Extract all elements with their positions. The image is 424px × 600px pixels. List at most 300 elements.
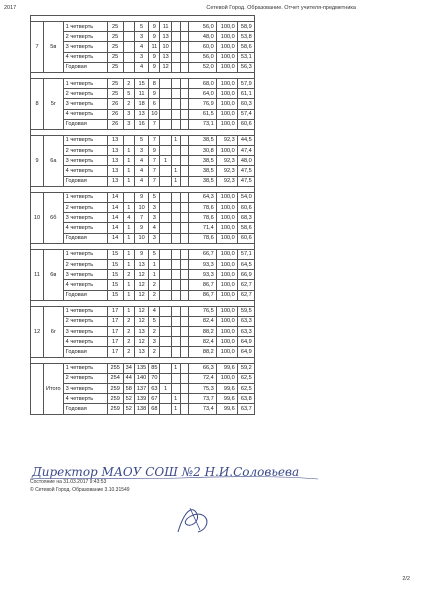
value-cell: 86,7: [188, 280, 216, 290]
period-cell: 4 четверть: [63, 223, 107, 233]
value-cell: 4: [134, 42, 148, 52]
value-cell: 1: [171, 363, 180, 373]
value-cell: 5: [123, 89, 134, 99]
value-cell: [171, 306, 180, 316]
value-cell: 1: [123, 203, 134, 213]
period-cell: 2 четверть: [63, 203, 107, 213]
period-cell: 4 четверть: [63, 394, 107, 404]
value-cell: 12: [134, 270, 148, 280]
period-cell: 3 четверть: [63, 270, 107, 280]
value-cell: 100,0: [216, 89, 237, 99]
value-cell: [171, 109, 180, 119]
value-cell: [180, 119, 188, 129]
value-cell: [180, 290, 188, 300]
value-cell: 78,6: [188, 203, 216, 213]
table-row: [31, 347, 255, 357]
value-cell: 9: [149, 146, 160, 156]
value-cell: 13: [160, 52, 171, 62]
value-cell: 12: [134, 306, 148, 316]
value-cell: 15: [107, 290, 123, 300]
value-cell: [171, 192, 180, 202]
group-number: 11: [31, 249, 44, 300]
value-cell: 1: [123, 223, 134, 233]
value-cell: [160, 327, 171, 337]
value-cell: 1: [171, 394, 180, 404]
value-cell: 3: [134, 52, 148, 62]
value-cell: 62,7: [237, 290, 254, 300]
value-cell: 100,0: [216, 203, 237, 213]
value-cell: 34: [123, 363, 134, 373]
group-number: 12: [31, 306, 44, 357]
table-row: [31, 337, 255, 347]
value-cell: 8: [149, 78, 160, 88]
value-cell: 100,0: [216, 32, 237, 42]
value-cell: [160, 78, 171, 88]
value-cell: [160, 290, 171, 300]
value-cell: 5: [149, 192, 160, 202]
class-name: 6б: [44, 192, 64, 243]
value-cell: 14: [107, 213, 123, 223]
value-cell: [171, 203, 180, 213]
value-cell: 17: [107, 347, 123, 357]
value-cell: 100,0: [216, 62, 237, 72]
value-cell: 48,0: [188, 32, 216, 42]
value-cell: 3: [134, 146, 148, 156]
period-cell: 1 четверть: [63, 192, 107, 202]
value-cell: [180, 156, 188, 166]
value-cell: 9: [149, 52, 160, 62]
value-cell: 12: [134, 337, 148, 347]
period-cell: 3 четверть: [63, 99, 107, 109]
value-cell: 100,0: [216, 192, 237, 202]
table-row: [31, 384, 255, 394]
value-cell: 5: [134, 135, 148, 145]
value-cell: 44,5: [237, 135, 254, 145]
value-cell: 15: [107, 259, 123, 269]
value-cell: 70: [149, 373, 160, 383]
value-cell: 2: [149, 347, 160, 357]
period-cell: Годовая: [63, 347, 107, 357]
value-cell: [180, 259, 188, 269]
value-cell: 13: [107, 146, 123, 156]
value-cell: 38,5: [188, 166, 216, 176]
value-cell: 17: [107, 327, 123, 337]
value-cell: 11: [149, 42, 160, 52]
value-cell: 2: [123, 327, 134, 337]
value-cell: 100,0: [216, 213, 237, 223]
table-row: [31, 270, 255, 280]
value-cell: [180, 32, 188, 42]
value-cell: 259: [107, 394, 123, 404]
class-name: 5в: [44, 22, 64, 73]
value-cell: [160, 394, 171, 404]
period-cell: 4 четверть: [63, 109, 107, 119]
value-cell: [180, 270, 188, 280]
value-cell: [180, 249, 188, 259]
value-cell: 2: [149, 290, 160, 300]
value-cell: 25: [107, 89, 123, 99]
value-cell: 135: [134, 363, 148, 373]
value-cell: 259: [107, 384, 123, 394]
value-cell: [171, 290, 180, 300]
value-cell: 1: [149, 270, 160, 280]
value-cell: 63,3: [237, 316, 254, 326]
value-cell: 4: [149, 223, 160, 233]
value-cell: [160, 119, 171, 129]
value-cell: [160, 249, 171, 259]
period-cell: 1 четверть: [63, 306, 107, 316]
value-cell: [123, 192, 134, 202]
value-cell: 93,3: [188, 270, 216, 280]
value-cell: 10: [134, 203, 148, 213]
table-row: [31, 404, 255, 414]
value-cell: 7: [149, 176, 160, 186]
value-cell: 53,1: [237, 52, 254, 62]
value-cell: 25: [107, 32, 123, 42]
table-row: [31, 223, 255, 233]
value-cell: 63,8: [237, 394, 254, 404]
period-cell: 2 четверть: [63, 146, 107, 156]
value-cell: 2: [123, 337, 134, 347]
value-cell: [171, 213, 180, 223]
value-cell: 13: [107, 135, 123, 145]
value-cell: 138: [134, 404, 148, 414]
value-cell: 38,5: [188, 135, 216, 145]
table-row: [31, 259, 255, 269]
value-cell: 25: [107, 78, 123, 88]
value-cell: 52: [123, 394, 134, 404]
value-cell: 100,0: [216, 306, 237, 316]
value-cell: 47,5: [237, 166, 254, 176]
value-cell: 100,0: [216, 290, 237, 300]
value-cell: 100,0: [216, 42, 237, 52]
class-name: 6а: [44, 135, 64, 186]
value-cell: 68: [149, 404, 160, 414]
value-cell: 100,0: [216, 337, 237, 347]
value-cell: [171, 78, 180, 88]
value-cell: 100,0: [216, 316, 237, 326]
value-cell: [171, 347, 180, 357]
table-row: [31, 99, 255, 109]
table-row: [31, 135, 255, 145]
value-cell: 72,4: [188, 373, 216, 383]
value-cell: 100,0: [216, 270, 237, 280]
period-cell: Годовая: [63, 290, 107, 300]
value-cell: 100,0: [216, 259, 237, 269]
header-date: 2017: [4, 5, 17, 11]
value-cell: 12: [160, 62, 171, 72]
value-cell: 15: [107, 270, 123, 280]
value-cell: [160, 203, 171, 213]
table-row: [31, 78, 255, 88]
signature-mark: [170, 502, 220, 536]
table-row: [31, 22, 255, 32]
value-cell: [171, 156, 180, 166]
table-row: [31, 213, 255, 223]
value-cell: 92,3: [216, 166, 237, 176]
group-number: 8: [31, 78, 44, 129]
value-cell: 88,2: [188, 347, 216, 357]
value-cell: 100,0: [216, 280, 237, 290]
value-cell: [160, 135, 171, 145]
value-cell: 7: [149, 166, 160, 176]
period-cell: 2 четверть: [63, 316, 107, 326]
report-timestamp: Состояние на 31.03.2017 9:43:53: [30, 479, 107, 485]
table-row: [31, 146, 255, 156]
value-cell: 57,1: [237, 249, 254, 259]
value-cell: 56,3: [237, 62, 254, 72]
value-cell: 100,0: [216, 52, 237, 62]
value-cell: 59,2: [237, 363, 254, 373]
table-row: [31, 89, 255, 99]
value-cell: 100,0: [216, 347, 237, 357]
value-cell: 93,3: [188, 259, 216, 269]
value-cell: [160, 89, 171, 99]
value-cell: [160, 233, 171, 243]
value-cell: 30,8: [188, 146, 216, 156]
value-cell: 58: [123, 384, 134, 394]
value-cell: 62,7: [237, 280, 254, 290]
value-cell: 82,4: [188, 316, 216, 326]
value-cell: 13: [134, 109, 148, 119]
period-cell: 1 четверть: [63, 135, 107, 145]
value-cell: 58,9: [237, 22, 254, 32]
period-cell: 1 четверть: [63, 363, 107, 373]
value-cell: [180, 135, 188, 145]
value-cell: 53,8: [237, 32, 254, 42]
value-cell: 3: [123, 119, 134, 129]
value-cell: 1: [123, 259, 134, 269]
value-cell: 13: [107, 176, 123, 186]
value-cell: 63,7: [237, 404, 254, 414]
value-cell: 17: [107, 306, 123, 316]
class-name: 6в: [44, 249, 64, 300]
value-cell: [123, 42, 134, 52]
value-cell: 99,6: [216, 404, 237, 414]
value-cell: 100,0: [216, 223, 237, 233]
table-row: [31, 192, 255, 202]
value-cell: 9: [134, 223, 148, 233]
value-cell: 48,0: [237, 156, 254, 166]
value-cell: 99,6: [216, 394, 237, 404]
class-name: 6г: [44, 306, 64, 357]
value-cell: [160, 373, 171, 383]
value-cell: 10: [134, 233, 148, 243]
value-cell: [160, 363, 171, 373]
period-cell: 2 четверть: [63, 89, 107, 99]
value-cell: 1: [123, 156, 134, 166]
value-cell: 9: [149, 89, 160, 99]
value-cell: [180, 176, 188, 186]
value-cell: 44: [123, 373, 134, 383]
value-cell: [180, 89, 188, 99]
value-cell: [180, 280, 188, 290]
value-cell: [160, 280, 171, 290]
value-cell: 14: [107, 203, 123, 213]
value-cell: 15: [107, 249, 123, 259]
value-cell: 66,9: [237, 270, 254, 280]
value-cell: 82,4: [188, 337, 216, 347]
value-cell: [180, 52, 188, 62]
value-cell: [160, 347, 171, 357]
value-cell: 76,5: [188, 306, 216, 316]
period-cell: 3 четверть: [63, 42, 107, 52]
value-cell: 1: [123, 306, 134, 316]
value-cell: 13: [134, 327, 148, 337]
group-number: 7: [31, 22, 44, 73]
period-cell: Годовая: [63, 176, 107, 186]
value-cell: 4: [149, 306, 160, 316]
value-cell: 60,3: [237, 99, 254, 109]
group-number: 10: [31, 192, 44, 243]
grades-table: [30, 15, 255, 415]
value-cell: [160, 166, 171, 176]
table-row: [31, 42, 255, 52]
value-cell: 12: [134, 290, 148, 300]
value-cell: 99,6: [216, 384, 237, 394]
value-cell: 100,0: [216, 109, 237, 119]
value-cell: [123, 62, 134, 72]
class-name: Итого: [44, 363, 64, 414]
value-cell: 5: [134, 22, 148, 32]
value-cell: 100,0: [216, 119, 237, 129]
value-cell: [180, 166, 188, 176]
value-cell: [180, 306, 188, 316]
value-cell: [160, 316, 171, 326]
value-cell: 68,3: [237, 213, 254, 223]
value-cell: [180, 327, 188, 337]
value-cell: 13: [134, 347, 148, 357]
table-row: [31, 394, 255, 404]
value-cell: 61,1: [237, 89, 254, 99]
value-cell: 60,6: [237, 233, 254, 243]
value-cell: 13: [134, 259, 148, 269]
value-cell: 4: [123, 213, 134, 223]
value-cell: 259: [107, 404, 123, 414]
value-cell: 78,6: [188, 233, 216, 243]
table-row: [31, 109, 255, 119]
value-cell: [180, 404, 188, 414]
value-cell: [160, 223, 171, 233]
value-cell: 25: [107, 62, 123, 72]
value-cell: [171, 270, 180, 280]
value-cell: 64,5: [237, 259, 254, 269]
value-cell: 26: [107, 119, 123, 129]
value-cell: 17: [107, 337, 123, 347]
value-cell: [171, 249, 180, 259]
table-row: [31, 363, 255, 373]
value-cell: 3: [123, 109, 134, 119]
value-cell: [180, 213, 188, 223]
table-row: [31, 249, 255, 259]
value-cell: 66,3: [188, 363, 216, 373]
value-cell: [171, 62, 180, 72]
value-cell: 17: [107, 316, 123, 326]
class-name: 5г: [44, 78, 64, 129]
value-cell: [171, 22, 180, 32]
group-number: [31, 363, 44, 414]
value-cell: 18: [134, 99, 148, 109]
value-cell: 60,0: [188, 42, 216, 52]
table-row: [31, 306, 255, 316]
value-cell: [180, 384, 188, 394]
value-cell: 1: [149, 259, 160, 269]
value-cell: [160, 99, 171, 109]
value-cell: 54,0: [237, 192, 254, 202]
value-cell: 9: [134, 192, 148, 202]
value-cell: 3: [149, 337, 160, 347]
value-cell: 1: [123, 146, 134, 156]
value-cell: [160, 146, 171, 156]
value-cell: [160, 192, 171, 202]
value-cell: 100,0: [216, 249, 237, 259]
value-cell: 14: [107, 192, 123, 202]
value-cell: 75,3: [188, 384, 216, 394]
value-cell: [171, 32, 180, 42]
value-cell: 85: [149, 363, 160, 373]
value-cell: 100,0: [216, 78, 237, 88]
value-cell: [160, 337, 171, 347]
value-cell: 4: [134, 62, 148, 72]
period-cell: 1 четверть: [63, 249, 107, 259]
period-cell: 3 четверть: [63, 213, 107, 223]
value-cell: [180, 223, 188, 233]
header-title: Сетевой Город. Образование. Отчет учителя-предметника: [206, 5, 356, 11]
period-cell: 2 четверть: [63, 32, 107, 42]
value-cell: 64,9: [237, 347, 254, 357]
value-cell: [171, 223, 180, 233]
value-cell: 100,0: [216, 373, 237, 383]
value-cell: 47,5: [237, 176, 254, 186]
value-cell: 68,0: [188, 78, 216, 88]
value-cell: [160, 270, 171, 280]
value-cell: 56,0: [188, 52, 216, 62]
value-cell: 47,4: [237, 146, 254, 156]
value-cell: [180, 78, 188, 88]
group-number: 9: [31, 135, 44, 186]
value-cell: 100,0: [216, 22, 237, 32]
value-cell: [180, 22, 188, 32]
value-cell: 58,6: [237, 223, 254, 233]
period-cell: 3 четверть: [63, 384, 107, 394]
value-cell: [171, 280, 180, 290]
value-cell: [160, 404, 171, 414]
value-cell: [171, 373, 180, 383]
value-cell: 99,6: [216, 363, 237, 373]
value-cell: [160, 109, 171, 119]
value-cell: 1: [123, 290, 134, 300]
value-cell: 78,6: [188, 213, 216, 223]
svg-text:Директор МАОУ СОШ №2 Н.И.Солов: Директор МАОУ СОШ №2 Н.И.Соловьева: [32, 465, 300, 479]
value-cell: [160, 259, 171, 269]
value-cell: [180, 316, 188, 326]
copyright-line: © Сетевой Город. Образование 3.10.31549: [30, 487, 130, 493]
value-cell: [171, 337, 180, 347]
value-cell: [171, 316, 180, 326]
value-cell: 16: [134, 119, 148, 129]
value-cell: 6: [149, 99, 160, 109]
value-cell: 1: [123, 176, 134, 186]
value-cell: 38,5: [188, 156, 216, 166]
table-row: [31, 233, 255, 243]
value-cell: 92,3: [216, 176, 237, 186]
value-cell: 1: [123, 166, 134, 176]
value-cell: 100,0: [216, 233, 237, 243]
value-cell: [123, 135, 134, 145]
table-row: [31, 327, 255, 337]
value-cell: 11: [160, 22, 171, 32]
value-cell: 9: [149, 22, 160, 32]
